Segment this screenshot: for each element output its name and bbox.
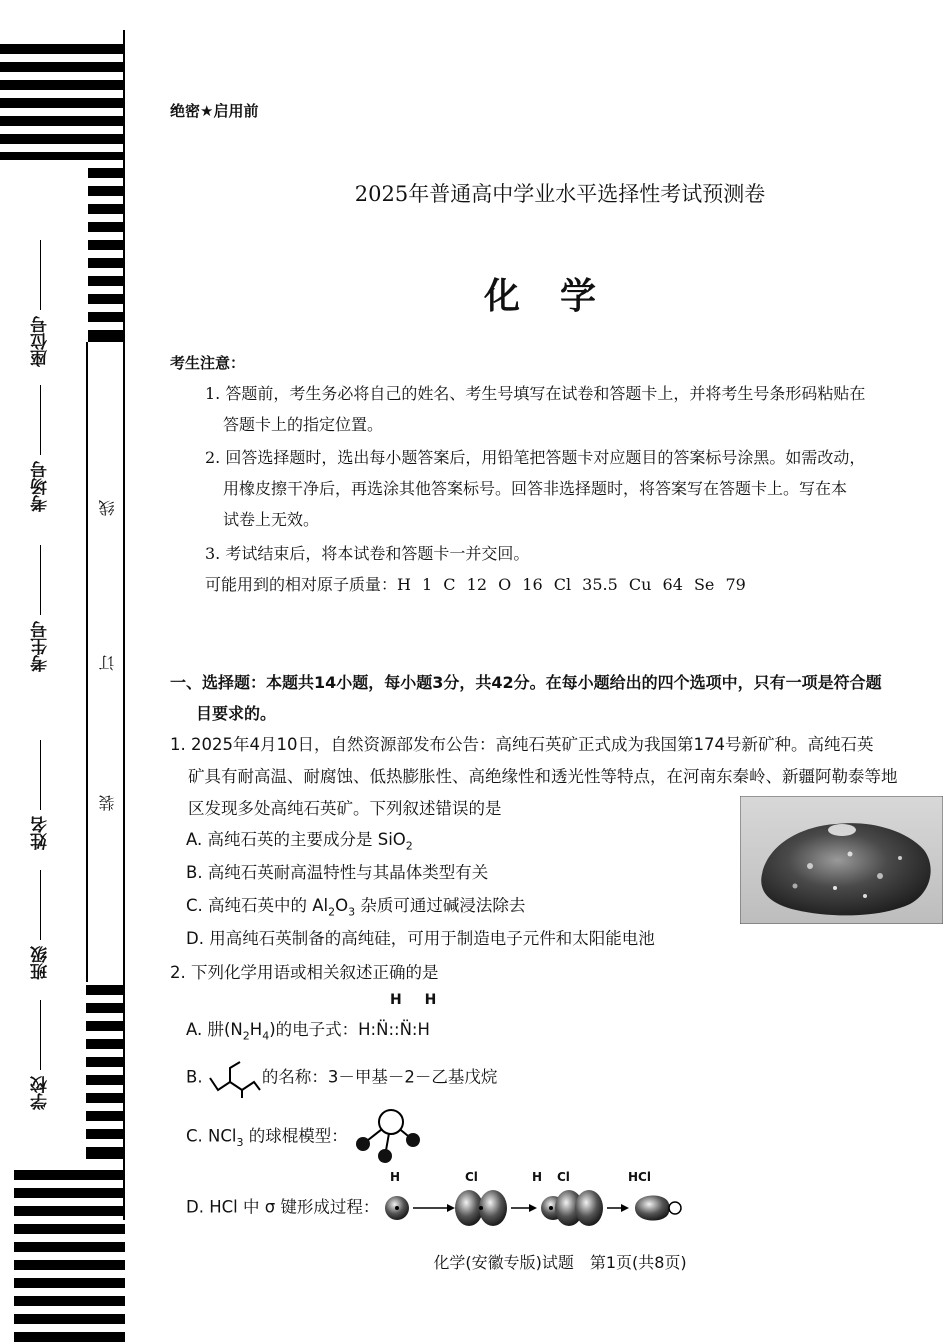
notice-item-2: [205, 442, 940, 535]
seat-number-field[interactable]: [28, 240, 53, 367]
cut-word-bind: 订: [98, 655, 117, 671]
notice-item-1: [205, 378, 940, 440]
notice-item-2-line3: 试卷上无效。: [223, 510, 320, 529]
q2-a-top-hydrogens: [390, 992, 436, 1008]
sigma-bond-diagram: [385, 1188, 685, 1228]
candidate-number-field[interactable]: [28, 545, 53, 672]
exam-title: 2025年普通高中学业水平选择性考试预测卷: [354, 182, 766, 206]
question-1-line1: 1. 2025年4月10日，自然资源部发布公告：高纯石英矿正式成为我国第174号新矿种。高纯石英: [170, 735, 874, 754]
q2-d-label-h: H: [390, 1170, 401, 1184]
q1-option-d-text: D. 用高纯石英制备的高纯硅，可用于制造电子元件和太阳能电池: [186, 929, 655, 948]
question-1-line3: 区发现多处高纯石英矿。下列叙述错误的是: [188, 799, 502, 818]
question-2-line1: 2. 下列化学用语或相关叙述正确的是: [170, 963, 439, 982]
notice-item-1-line1: 1. 答题前，考生务必将自己的姓名、考生号填写在试卷和答题卡上，并将考生号条形码粘贴在: [205, 384, 866, 403]
seat-number-label: 座位号: [31, 316, 51, 367]
q1-option-c-pre: C. 高纯石英中的 Al: [186, 896, 329, 915]
school-field[interactable]: [28, 1000, 53, 1110]
exam-room-field[interactable]: [28, 385, 53, 512]
q2-option-a-sub1: 2: [242, 1029, 250, 1043]
skeletal-formula-icon: [208, 1058, 262, 1098]
q1-option-c[interactable]: [186, 892, 525, 918]
q2-a-top-h2: H: [424, 992, 437, 1008]
q2-option-a-post: )的电子式：: [269, 1020, 359, 1039]
cut-word-line: 线: [98, 500, 117, 516]
q2-option-d[interactable]: [186, 1188, 685, 1228]
notice-item-2-line2: 用橡皮擦干净后，再选涂其他答案标号。回答非选择题时，将答案写在答题卡上。写在本: [223, 479, 848, 498]
q2-d-label-cl: Cl: [465, 1170, 478, 1184]
q2-option-a-pre: A. 肼(N: [186, 1020, 243, 1039]
q2-d-label-cl2: Cl: [557, 1170, 570, 1184]
binding-margin: [0, 0, 130, 1343]
cut-line: [123, 30, 125, 1220]
q2-option-a-mid: H: [249, 1020, 263, 1039]
q2-option-c[interactable]: [186, 1108, 423, 1166]
q2-option-d-pre: D. HCl 中 σ 键形成过程：: [186, 1197, 380, 1217]
q1-option-b[interactable]: [186, 859, 488, 883]
subject-title: 化学: [483, 276, 636, 317]
q2-option-a[interactable]: [186, 1016, 430, 1042]
notice-heading: 考生注意：: [170, 354, 246, 372]
quartz-rock-photo: [740, 796, 943, 924]
page-footer: 化学(安徽专版)试题 第1页(共8页): [433, 1253, 687, 1272]
q2-d-label-h2: H: [532, 1170, 543, 1184]
q1-option-b-text: B. 高纯石英耐高温特性与其晶体类型有关: [186, 863, 489, 882]
confidential-mark: 绝密★启用前: [170, 102, 259, 120]
class-field[interactable]: [28, 870, 53, 980]
notice-item-1-line2: 答题卡上的指定位置。: [223, 415, 384, 434]
q2-option-c-pre: C. NCl: [186, 1126, 237, 1146]
q2-a-top-h1: H: [390, 992, 402, 1008]
q1-option-c-post: 杂质可通过碱浸法除去: [355, 896, 526, 915]
q1-option-c-sub2: 3: [348, 905, 356, 919]
q1-option-d[interactable]: [186, 925, 655, 949]
cut-word-pack: 装: [98, 795, 117, 811]
question-1-line2: 矿具有耐高温、耐腐蚀、低热膨胀性、高绝缘性和透光性等特点，在河南东秦岭、新疆阿勒泰等地: [188, 767, 898, 786]
q2-option-b-post: 的名称：3－甲基－2－乙基戊烷: [261, 1067, 498, 1087]
notice-item-3: [205, 538, 940, 569]
exam-room-label: 考场号: [31, 461, 51, 512]
notice-item-3-line1: 3. 考试结束后，将本试卷和答题卡一并交回。: [205, 544, 530, 563]
class-label: 班级: [31, 946, 51, 980]
name-field[interactable]: [28, 740, 53, 850]
q1-option-a[interactable]: [186, 826, 413, 852]
atomic-masses: 可能用到的相对原子质量：H 1 C 12 O 16 Cl 35.5 Cu 64 Se 79: [205, 575, 746, 594]
q1-option-a-sub: 2: [405, 839, 413, 853]
candidate-number-label: 考生号: [31, 621, 51, 672]
q1-option-c-mid: O: [335, 896, 349, 915]
q2-option-b[interactable]: [186, 1058, 497, 1098]
ball-stick-model-icon: [353, 1108, 423, 1166]
q2-d-label-hcl: HCl: [628, 1170, 651, 1184]
q1-option-c-sub1: 2: [328, 905, 336, 919]
hydrazine-electron-formula: H:N̈::N̈:H: [358, 1020, 430, 1039]
name-label: 姓名: [31, 816, 51, 850]
q2-option-a-sub2: 4: [262, 1029, 270, 1043]
section-1-heading: [170, 667, 945, 729]
notice-item-2-line1: 2. 回答选择题时，选出每小题答案后，用铅笔把答题卡对应题目的答案标号涂黑。如需改动，: [205, 448, 866, 467]
q2-option-c-post: 的球棍模型：: [243, 1126, 348, 1146]
section-1-line2: 目要求的。: [196, 704, 277, 723]
section-1-line1: 一、选择题：本题共14小题，每小题3分，共42分。在每小题给出的四个选项中，只有一项是符合题: [170, 673, 882, 692]
q1-option-a-text: A. 高纯石英的主要成分是 SiO: [186, 830, 406, 849]
q2-option-b-pre: B.: [186, 1067, 203, 1087]
q2-option-c-sub: 3: [236, 1135, 244, 1149]
question-2-stem: [170, 957, 945, 989]
school-label: 学校: [31, 1076, 51, 1110]
